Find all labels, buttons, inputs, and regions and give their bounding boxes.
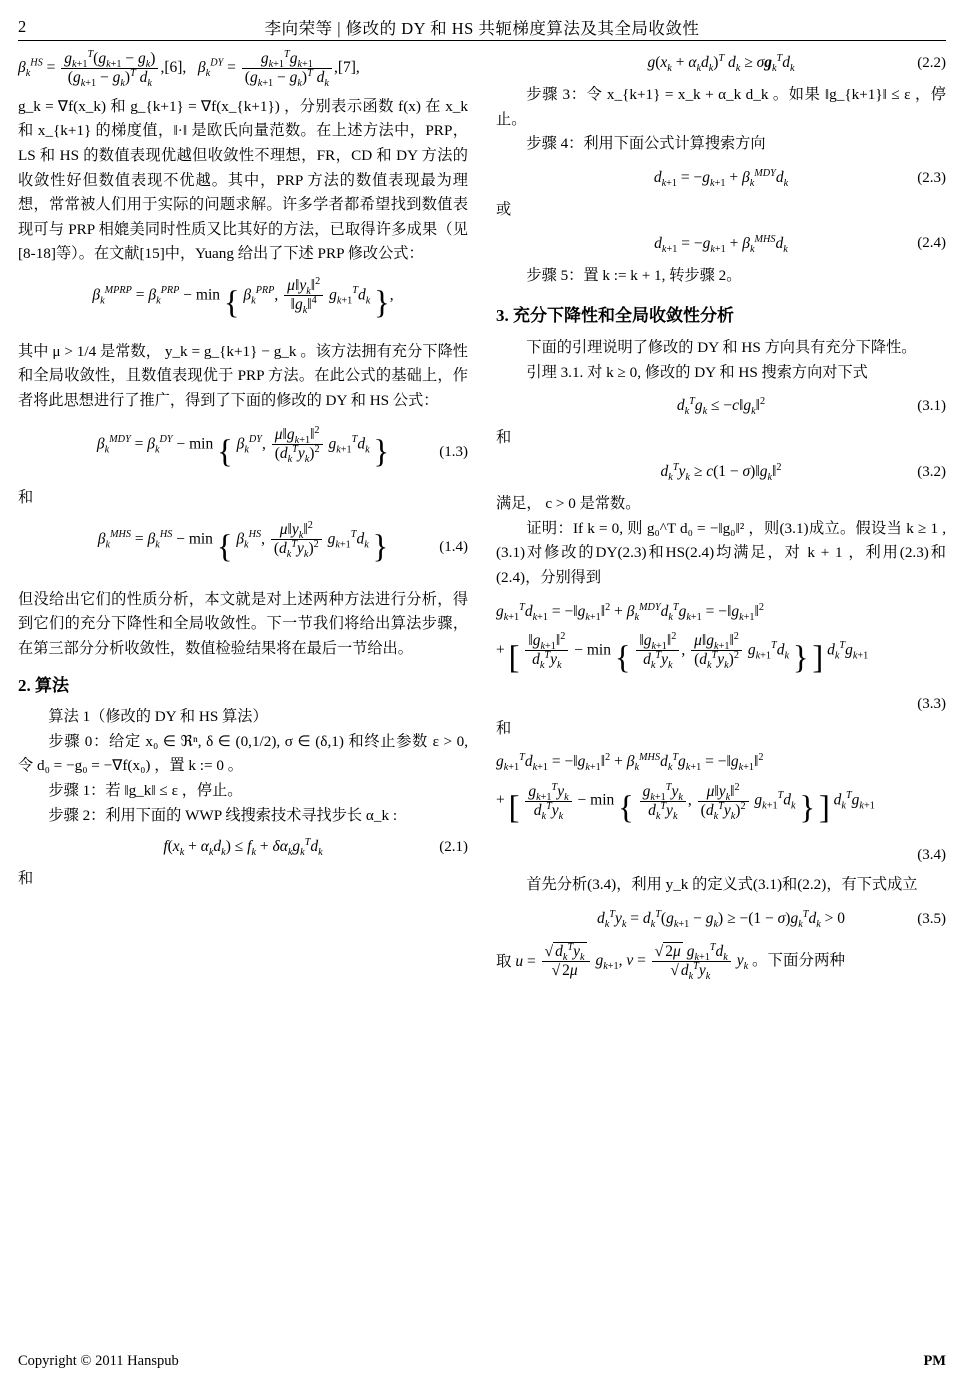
equation-mprp: $\beta_k^{MPRP} = \beta_k^{PRP} - \min$ { $\beta_k^{PRP}$, $\frac{\mu‖y_k‖^2}{‖g_k‖^4}$ $g_{k+1}^Td_k$ }, [92, 276, 394, 321]
equation-3-3: $g_{k+1}^Td_{k+1}$ = $-‖g_{k+1}‖^2 + \beta_k^{MDY}d_k^Tg_{k+1}$ = $-‖g_{k+1}‖^2$ + [ $\frac{‖g_{k+1}‖^2}{d_k^Ty_k}$ − min { $\frac{‖g_{k+1}‖^2}{d_k^Ty_k}$ , $\frac{\mu‖g_{k+1}‖^2}{(d_k^Ty_k)^2}$ $g_{k+1}^Td_k$ } ] $d_k^Tg_{k+1}$ [496, 601, 869, 676]
equation-3-4: $g_{k+1}^Td_{k+1}$ = $-‖g_{k+1}‖^2 + \beta_k^{MHS}d_k^Tg_{k+1}$ = $-‖g_{k+1}‖^2$ + [ $\frac{g_{k+1}^Ty_k}{d_k^Ty_k}$ − min { $\frac{g_{k+1}^Ty_k}{d_k^Ty_k}$ , $\frac{\mu‖y_k‖^2}{(d_k^Ty_k)^2}$ $g_{k+1}^Td_k$ } ] $d_k^Tg_{k+1}$ [496, 752, 875, 827]
algorithm-step-5: 步骤 5：置 k := k + 1, 转步骤 2。 [526, 266, 742, 284]
equation-1-3-tag: (1.3) [439, 443, 468, 460]
running-title: 李向荣等 | 修改的 DY 和 HS 共轭梯度算法及其全局收敛性 [264, 19, 700, 38]
header-rule [18, 40, 946, 41]
equation-2-3-tag: (2.3) [917, 169, 946, 186]
algorithm-step-2: 步骤 2：利用下面的 WWP 线搜索技术寻找步长 α_k : [48, 806, 398, 824]
page-header [0, 14, 964, 40]
equation-2-2: $g(x_k + \alpha_kd_k)^T$ $d_k \ge \sigma g_k^Td_k$ (2.2) [496, 50, 946, 75]
algorithm-title: 算法 1（修改的 DY 和 HS 算法） [48, 708, 268, 726]
two-column-body [18, 48, 946, 1332]
page-number: 2 [18, 17, 27, 36]
right-column [496, 48, 946, 1332]
left-paragraph-3: 但没给出它们的性质分析，本文就是对上述两种方法进行分析，得到它们的充分下降性和全局收敛性。下一节我们将给出算法步骤，在第三部分分析收敛性，数值检验结果将在最后一节给出。 [18, 590, 468, 657]
equation-2-3: $d_{k+1} = -g_{k+1} + \beta_k^{MDY}d_k$ (2.3) [496, 165, 946, 190]
footer-right-mark: PM [923, 1353, 946, 1369]
section-2-title: 2. 算法 [18, 675, 69, 695]
equation-2-2-tag: (2.2) [917, 54, 946, 71]
equation-2-1: $f(x_k + \alpha_kd_k) \le f_k + \delta\alpha_kg_k^Td_k$ (2.1) [18, 834, 468, 859]
equation-2-4-tag: (2.4) [917, 235, 946, 252]
equation-3-2: $d_k^Ty_k \ge c(1$ − $\sigma)‖g_k‖^2$ (3.2) [496, 459, 946, 484]
algorithm-step-0: 步骤 0：给定 x₀ ∈ ℜⁿ, δ ∈ (0,1/2), σ ∈ (δ,1) 和终止参数 ε > 0, 令 d₀ = −g₀ = −∇f(x₀) ，置 k := 0 。 [18, 732, 468, 775]
proof-paragraph: 证明：If k = 0, 则 g₀^T d₀ = −‖g₀‖² ，则(3.1)成立。假设当 k ≥ 1 , (3.1)对修改的DY(2.3)和HS(2.4)均满足，对 k + 1 ，利用(2.3)和(2.4)，分别得到 [496, 519, 946, 586]
equation-3-5: $d_k^Ty_k = d_k^T(g_{k+1} - g_k) \ge -(1 - \sigma)g_k^Td_k > 0$ (3.5) [496, 906, 946, 931]
algorithm-step-4: 步骤 4：利用下面公式计算搜索方向 [526, 135, 766, 153]
equation-2-4: $d_{k+1} = -g_{k+1} + \beta_k^{MHS}d_k$ (2.4) [496, 231, 946, 256]
equation-1-3: $\beta_k^{MDY} = \beta_k^{DY} - \min$ { $\beta_k^{DY}$, $\frac{\mu‖g_{k+1}‖^2}{(d_k^Ty_k)^2}$ $g_{k+1}^Td_k$ } (1.3) [96, 424, 468, 470]
right-he-1: 和 [496, 429, 512, 447]
right-paragraph-1: 下面的引理说明了修改的 DY 和 HS 方向具有充分下降性。 [526, 338, 917, 356]
right-he-2: 和 [496, 719, 512, 737]
equation-2-1-tag: (2.1) [439, 838, 468, 855]
left-he-1: 和 [18, 489, 34, 507]
equation-3-3-tag: (3.3) [917, 696, 946, 713]
equation-3-1: $d_k^Tg_k$ ≤ $-c‖g_k‖^2$ (3.1) [496, 393, 946, 418]
equation-3-1-tag: (3.1) [917, 397, 946, 414]
left-he-2: 和 [18, 870, 34, 888]
algorithm-step-3: 步骤 3：令 x_{k+1} = x_k + α_k d_k 。如果 ‖g_{k+1}‖ ≤ ε ，停止。 [496, 86, 946, 128]
copyright-text: Copyright © 2011 Hanspub [18, 1353, 179, 1369]
equation-beta-hs-dy: $\beta_k^{HS}$ = $\frac{g_{k+1}^T(g_{k+1} - g_k)}{(g_{k+1} - g_k)^T d_k}$ ,[6], $\beta_k^{DY}$ = $\frac{g_{k+1}^Tg_{k+1}}{(g_{k+1} - g_k)^T d_k}$ ,[7], [18, 48, 360, 89]
left-paragraph-2: 其中 μ > 1/4 是常数， y_k = g_{k+1} − g_k 。该方法拥有充分下降性和全局收敛性，且数值表现优于 PRP 方法。在此公式的基础上，作者将此思想进行了推广，得到了下面的修改的 DY 和 HS 公式： [18, 342, 468, 409]
algorithm-step-1: 步骤 1：若 ‖g_k‖ ≤ ε ，停止。 [48, 781, 243, 799]
left-column [18, 48, 468, 1332]
equation-3-5-tag: (3.5) [917, 910, 946, 927]
right-paragraph-4: 取 u = $\frac{√ d_k^Ty_k}{√ 2\mu}$ $g_{k+1}$, v = $\frac{√ 2\mu g_{k+1}^Td_k}{√ d_k^Ty_k}$ $y_k$ 。下面分两种 [496, 942, 846, 983]
section-3-title: 3. 充分下降性和全局收敛性分析 [496, 306, 734, 326]
equation-1-4: $\beta_k^{MHS} = \beta_k^{HS} - \min$ { $\beta_k^{HS}$, $\frac{\mu‖y_k‖^2}{(d_k^Ty_k)^2}$ $g_{k+1}^Td_k$ } (1.4) [97, 520, 468, 565]
equation-3-4-tag: (3.4) [917, 847, 946, 864]
lemma-3-1: 引理 3.1. 对 k ≥ 0, 修改的 DY 和 HS 搜索方向对下式 [526, 363, 868, 381]
page-footer [18, 1353, 946, 1370]
left-paragraph-1: g_k = ∇f(x_k) 和 g_{k+1} = ∇f(x_{k+1}) ，分别表示函数 f(x) 在 x_k 和 x_{k+1} 的梯度值，‖·‖ 是欧氏向量范数。在上述方法中，PRP，LS 和 HS 的数值表现优越但收敛性不理想，FR，CD 和 DY 方法的收敛性好但数值表现不优越。其中，PRP 方法的数值表现最为理想，常常被人们用于实际的问题求解。许多学者都希望找到数值表现可与 PRP 相媲美同时性质又比其好的方法，已取得许多成果（见[8-18]等）。在文献[15]中，Yuang 给出了下述 PRP 修改公式： [18, 97, 468, 263]
equation-3-2-tag: (3.2) [917, 463, 946, 480]
right-paragraph-3: 首先分析(3.4)，利用 y_k 的定义式(3.1)和(2.2)，有下式成立 [526, 876, 918, 894]
right-huo: 或 [496, 201, 512, 219]
equation-1-4-tag: (1.4) [439, 539, 468, 556]
right-paragraph-2: 满足， c > 0 是常数。 [496, 495, 641, 513]
